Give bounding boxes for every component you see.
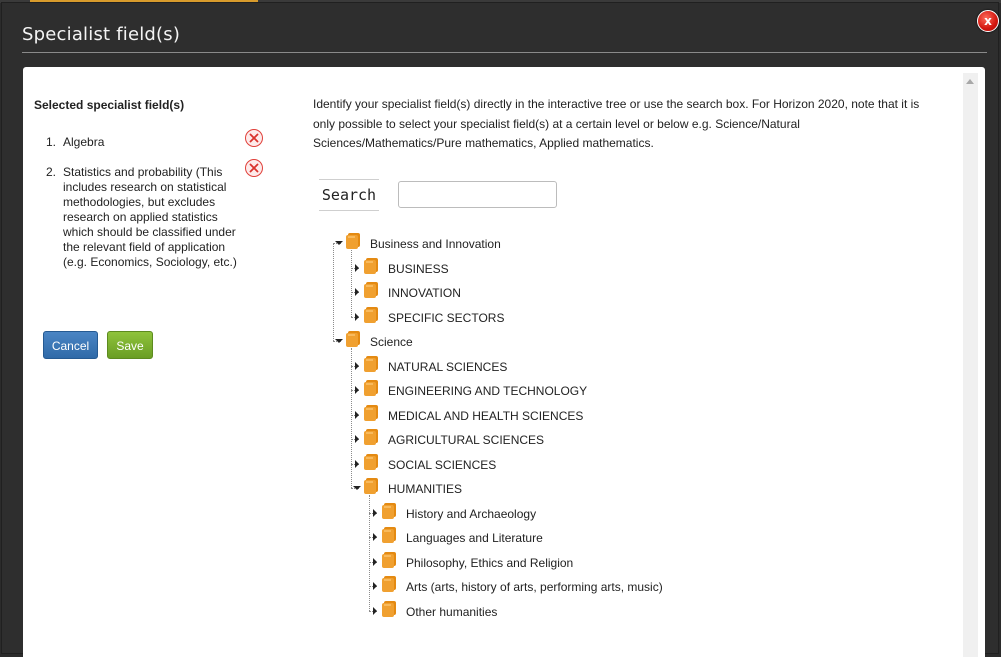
tree-node[interactable]	[353, 285, 913, 303]
tree-connector-line	[351, 348, 352, 488]
tree-node[interactable]	[353, 261, 913, 279]
tree-node-label[interactable]: Business and Innovation	[370, 237, 501, 251]
tree-node-label[interactable]: HUMANITIES	[388, 482, 463, 496]
tree-node[interactable]	[371, 579, 913, 597]
tree-node-label[interactable]: AGRICULTURAL SCIENCES	[388, 433, 545, 447]
tree-node-label[interactable]: Arts (arts, history of arts, performing arts, music)	[406, 580, 663, 594]
tree-node[interactable]	[371, 506, 913, 524]
tree-node-label[interactable]: MEDICAL AND HEALTH SCIENCES	[388, 408, 584, 423]
tree-node[interactable]	[353, 481, 913, 499]
tree-node-label[interactable]: Philosophy, Ethics and Religion	[406, 555, 574, 570]
folder-icon	[363, 306, 377, 322]
modal-title: Specialist field(s)	[22, 24, 181, 45]
folder-icon	[381, 551, 395, 567]
close-icon[interactable]: x	[977, 10, 999, 32]
tree-node-label[interactable]: Languages and Literature	[406, 531, 543, 545]
folder-icon	[381, 600, 395, 616]
tree-node[interactable]	[353, 408, 913, 426]
selected-field-number: 2.	[46, 165, 57, 179]
collapsed-arrow-icon[interactable]	[371, 533, 379, 541]
collapsed-arrow-icon[interactable]	[353, 288, 361, 296]
folder-icon	[363, 355, 377, 371]
tree-node[interactable]	[353, 310, 913, 328]
collapsed-arrow-icon[interactable]	[371, 607, 379, 615]
tree-node-label[interactable]: Science	[370, 335, 413, 349]
save-button[interactable]: Save	[107, 331, 153, 359]
selected-fields-heading: Selected specialist field(s)	[34, 98, 185, 112]
modal-content	[23, 67, 985, 657]
selected-field-text: Algebra	[63, 135, 105, 149]
tree-node-label[interactable]: SOCIAL SCIENCES	[388, 457, 497, 472]
tree-connector-line	[351, 250, 352, 317]
tree-node[interactable]	[353, 457, 913, 475]
tree-node-label[interactable]: INNOVATION	[388, 286, 461, 300]
tree-node[interactable]	[353, 432, 913, 450]
tree-node[interactable]	[353, 359, 913, 377]
tree-node[interactable]	[335, 236, 913, 254]
folder-icon	[363, 453, 377, 469]
tree-node-label[interactable]: NATURAL SCIENCES	[388, 359, 508, 374]
scroll-up-arrow-icon[interactable]	[966, 79, 974, 84]
specialist-field-tree	[313, 67, 953, 657]
folder-icon	[363, 404, 377, 420]
tree-node[interactable]	[353, 383, 913, 401]
folder-icon	[381, 575, 395, 591]
remove-circle-x-icon[interactable]	[245, 129, 263, 147]
collapsed-arrow-icon[interactable]	[371, 558, 379, 566]
expanded-arrow-icon[interactable]	[353, 484, 361, 492]
remove-circle-x-icon[interactable]	[245, 159, 263, 177]
tree-node-label[interactable]: BUSINESS	[388, 261, 449, 276]
tree-node-label[interactable]: ENGINEERING AND TECHNOLOGY	[388, 384, 588, 398]
tree-node[interactable]	[371, 555, 913, 573]
folder-icon	[363, 379, 377, 395]
collapsed-arrow-icon[interactable]	[371, 509, 379, 517]
tree-node-label[interactable]: SPECIFIC SECTORS	[388, 310, 505, 325]
selected-field-number: 1.	[46, 135, 57, 149]
collapsed-arrow-icon[interactable]	[353, 435, 361, 443]
tree-node-label[interactable]: History and Archaeology	[406, 506, 537, 521]
folder-icon	[363, 257, 377, 273]
expanded-arrow-icon[interactable]	[335, 337, 343, 345]
collapsed-arrow-icon[interactable]	[353, 460, 361, 468]
title-divider	[22, 52, 987, 53]
tree-node-label[interactable]: Other humanities	[406, 604, 498, 619]
collapsed-arrow-icon[interactable]	[353, 411, 361, 419]
expanded-arrow-icon[interactable]	[335, 239, 343, 247]
selected-field-text: Statistics and probability (This includes research on statistical methodologies, but excludes research on applied statistics which should be classified under the relevant field of application (e.g. Economics, Sociology, etc.)	[63, 165, 237, 269]
tree-node[interactable]	[371, 604, 913, 622]
search-label: Search	[319, 179, 379, 211]
cancel-button[interactable]: Cancel	[43, 331, 98, 359]
folder-icon	[381, 526, 395, 542]
folder-icon	[345, 330, 359, 346]
folder-icon	[345, 232, 359, 248]
folder-icon	[363, 477, 377, 493]
collapsed-arrow-icon[interactable]	[353, 362, 361, 370]
folder-icon	[381, 502, 395, 518]
tree-node[interactable]	[335, 334, 913, 352]
folder-icon	[363, 281, 377, 297]
instructions-text: Identify your specialist field(s) directly in the interactive tree or use the search box. For Horizon 2020, note that it is only possible to select your specialist field(s) at a certain level or below e.g. Science/Natural Sciences/Mathematics/Pure mathematics, Applied mathematics.	[313, 97, 920, 150]
scrollbar[interactable]	[963, 73, 978, 657]
specialist-fields-modal	[1, 2, 999, 654]
selected-fields-panel	[34, 98, 274, 353]
collapsed-arrow-icon[interactable]	[353, 386, 361, 394]
collapsed-arrow-icon[interactable]	[353, 313, 361, 321]
tree-root-connector-line	[333, 243, 334, 341]
collapsed-arrow-icon[interactable]	[371, 582, 379, 590]
tree-node[interactable]	[371, 530, 913, 548]
collapsed-arrow-icon[interactable]	[353, 264, 361, 272]
folder-icon	[363, 428, 377, 444]
